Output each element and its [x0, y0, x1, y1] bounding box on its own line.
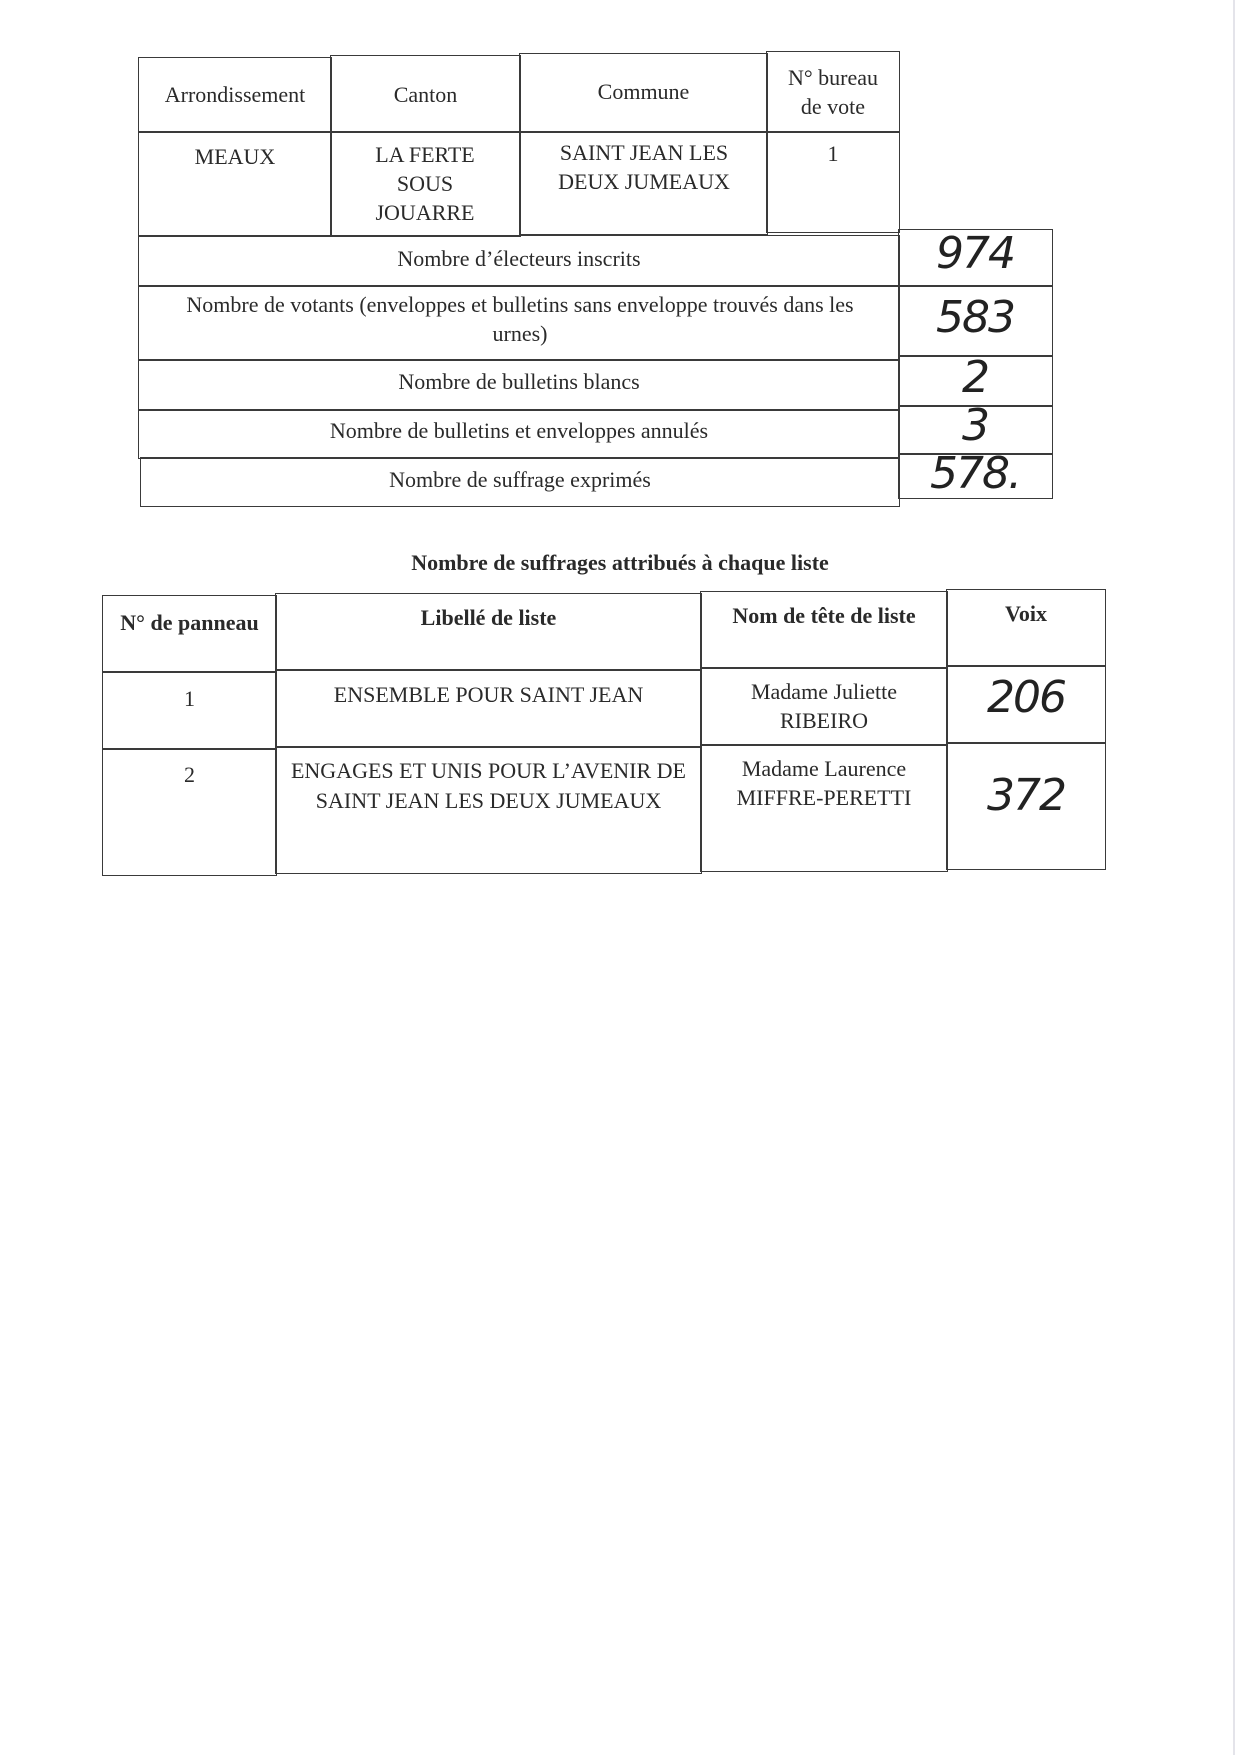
value-bureau: 1 — [827, 141, 839, 166]
lists-header-label: Libellé de liste — [420, 605, 557, 630]
value-commune: SAINT JEAN LES DEUX JUMEAUX — [558, 140, 730, 194]
list-2-head: Madame Laurence MIFFRE-PERETTI — [736, 756, 912, 810]
list-2-votes: 372 — [987, 770, 1065, 821]
value-arrondissement: MEAUX — [194, 144, 276, 169]
header-arrondissement: Arrondissement — [164, 82, 306, 107]
stat-label-blancs: Nombre de bulletins blancs — [398, 369, 640, 394]
value-canton: LA FERTE SOUS JOUARRE — [375, 142, 475, 225]
lists-header-panel: N° de panneau — [120, 610, 259, 635]
stat-value-exprimes: 578. — [930, 448, 1020, 499]
header-commune: Commune — [597, 79, 690, 104]
list-2-panel: 2 — [184, 762, 195, 787]
stat-label-exprimes: Nombre de suffrage exprimés — [389, 467, 651, 492]
stat-value-inscrits: 974 — [936, 228, 1014, 279]
lists-header-head: Nom de tête de liste — [732, 603, 916, 628]
list-1-votes: 206 — [987, 672, 1065, 723]
list-2-label: ENGAGES ET UNIS POUR L’AVENIR DE SAINT JEAN LES DEUX JUMEAUX — [290, 758, 686, 813]
list-1-head: Madame Juliette RIBEIRO — [750, 679, 897, 733]
stat-label-votants: Nombre de votants (enveloppes et bulletins sans enveloppe trouvés dans les urnes) — [186, 292, 854, 346]
list-1-panel: 1 — [184, 686, 195, 711]
header-bureau: N° bureau de vote — [787, 65, 879, 119]
lists-title: Nombre de suffrages attribués à chaque liste — [411, 550, 829, 575]
list-1-label: ENSEMBLE POUR SAINT JEAN — [333, 682, 644, 707]
stat-value-annules: 3 — [962, 400, 988, 451]
stat-value-votants: 583 — [936, 292, 1014, 343]
header-canton: Canton — [393, 82, 458, 107]
lists-header-votes: Voix — [1005, 601, 1047, 626]
scan-edge-line — [1233, 0, 1235, 1755]
stat-label-inscrits: Nombre d’électeurs inscrits — [397, 246, 641, 271]
stat-value-blancs: 2 — [962, 352, 988, 403]
stat-label-annules: Nombre de bulletins et enveloppes annulés — [329, 418, 709, 443]
